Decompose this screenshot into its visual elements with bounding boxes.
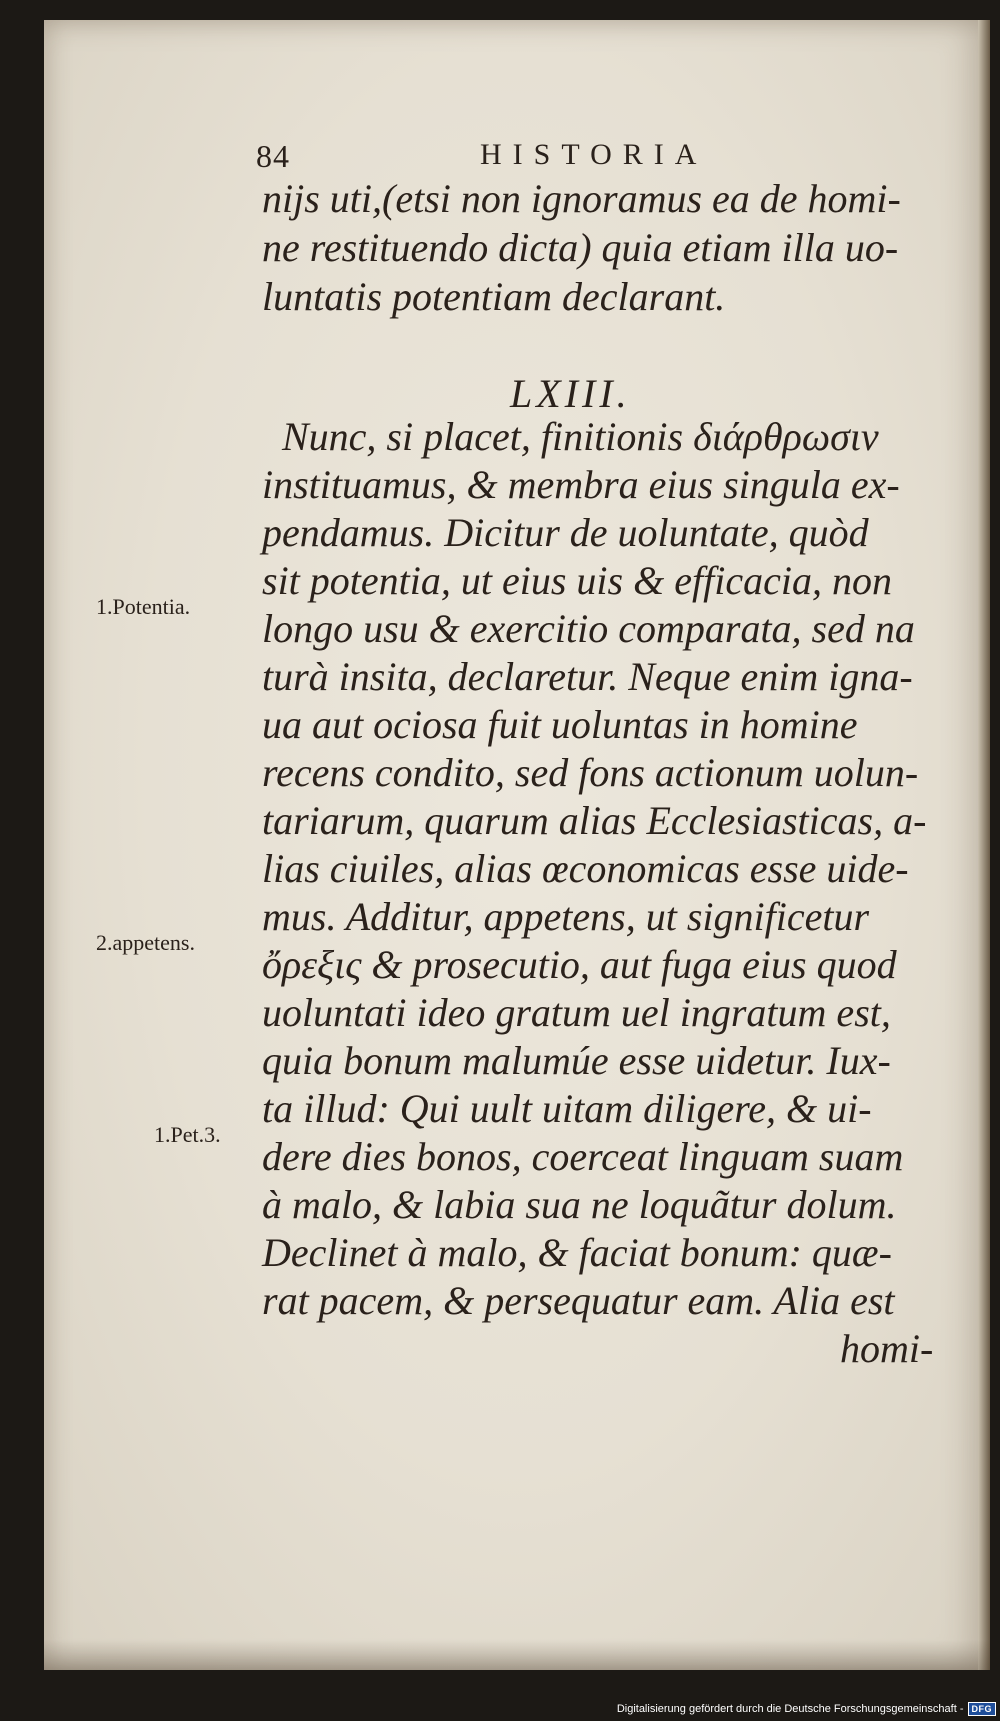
text-line: ne restituendo dicta) quia etiam illa uo- <box>262 225 899 270</box>
text-line: instituamus, & membra eius singula ex- <box>262 462 900 507</box>
text-line: Declinet à malo, & faciat bonum: quæ- <box>262 1230 892 1275</box>
text-line: quia bonum malumúe esse uidetur. Iux- <box>262 1038 891 1083</box>
page-shadow <box>44 1640 990 1670</box>
text-line: recens condito, sed fons actionum uolun- <box>262 750 919 795</box>
text-line: ὄρεξις & prosecutio, aut fuga eius quod <box>262 942 897 987</box>
page-gutter <box>978 20 990 1670</box>
text-line: rat pacem, & persequatur eam. Alia est <box>262 1278 895 1323</box>
margin-note-potentia: 1.Potentia. <box>96 594 191 619</box>
text-line: ua aut ociosa fuit uoluntas in homine <box>262 702 858 747</box>
page-number: 84 <box>256 138 290 174</box>
dfg-logo: DFG <box>968 1702 997 1716</box>
footer-text: Digitalisierung gefördert durch die Deutsche Forschungsgemeinschaft - <box>616 1703 964 1715</box>
running-head: HISTORIA <box>480 138 708 171</box>
paragraph-first-line: Nunc, si placet, finitionis διάρθρωσιν <box>282 414 879 459</box>
page-header <box>256 138 756 178</box>
chapter-number: LXIII. <box>510 371 631 416</box>
margin-note-pet: 1.Pet.3. <box>154 1122 221 1147</box>
text-line: luntatis potentiam declarant. <box>262 274 726 319</box>
text-line: dere dies bonos, coerceat linguam suam <box>262 1134 904 1179</box>
text-line: uoluntati ideo gratum uel ingratum est, <box>262 990 891 1035</box>
text-line: lias ciuiles, alias œconomicas esse uide- <box>262 846 909 891</box>
text-line: longo usu & exercitio comparata, sed na <box>262 606 915 651</box>
text-line: à malo, & labia sua ne loquãtur dolum. <box>262 1182 897 1227</box>
catchword: homi- <box>840 1326 934 1371</box>
text-line: sit potentia, ut eius uis & efficacia, non <box>262 558 892 603</box>
text-line: ta illud: Qui uult uitam diligere, & ui- <box>262 1086 872 1131</box>
text-line: nijs uti,(etsi non ignoramus ea de homi- <box>262 176 901 221</box>
digitization-footer <box>617 1701 996 1717</box>
text-line: turà insita, declaretur. Neque enim igna- <box>262 654 913 699</box>
text-line: mus. Additur, appetens, ut significetur <box>262 894 870 939</box>
text-line: pendamus. Dicitur de uoluntate, quòd <box>262 510 869 555</box>
margin-note-appetens: 2.appetens. <box>96 930 195 955</box>
text-line: tariarum, quarum alias Ecclesiasticas, a- <box>262 798 927 843</box>
